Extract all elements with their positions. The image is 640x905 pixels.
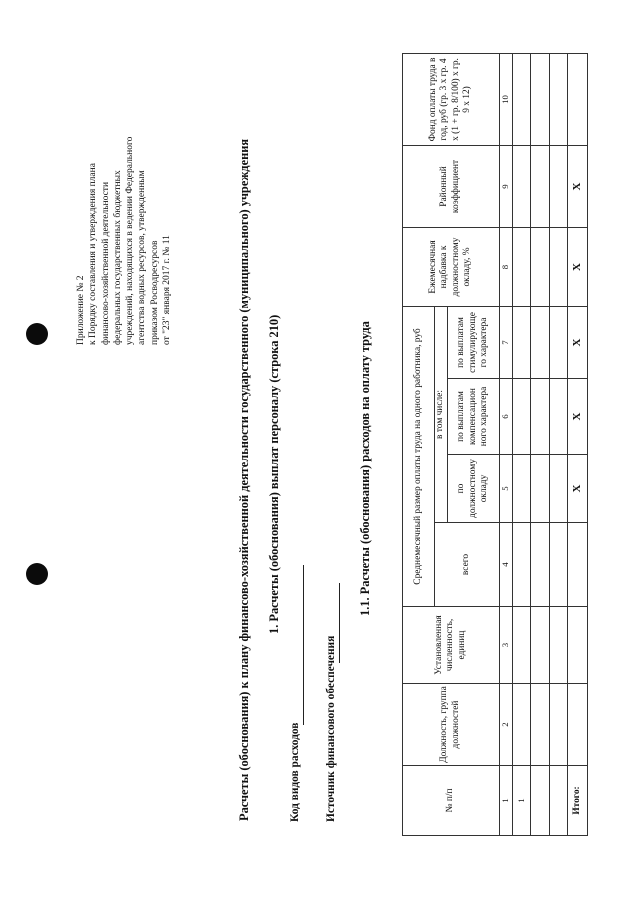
header-col3: Установленная численность, единиц [403, 607, 500, 684]
column-number: 7 [499, 306, 512, 378]
table-cell[interactable]: 1 [512, 766, 531, 836]
column-number: 9 [499, 145, 512, 227]
total-cell: X [568, 227, 588, 306]
table-cell[interactable] [531, 145, 550, 227]
table-cell[interactable] [531, 607, 550, 684]
table-cell[interactable] [549, 455, 568, 523]
column-number: 1 [499, 766, 512, 836]
header-avg-salary-group: Среднемесячный размер оплаты труда на одного работника, руб [403, 306, 435, 606]
appendix-line: финансово-хозяйственной деятельности [100, 181, 111, 345]
expense-code-label: Код видов расходов [289, 722, 301, 822]
appendix-note [75, 137, 173, 345]
funding-source-field[interactable] [339, 583, 340, 663]
section-heading: 1. Расчеты (обоснования) выплат персоналу (строка 210) [267, 314, 281, 634]
total-cell[interactable] [568, 607, 588, 684]
table-cell[interactable] [512, 145, 531, 227]
document-title: Расчеты (обоснования) к плану финансово-хозяйственной деятельности государственного (муниципального) учреждения [237, 138, 251, 821]
total-cell: X [568, 145, 588, 227]
appendix-line: агентства водных ресурсов, утвержденным [137, 170, 148, 345]
total-cell[interactable] [568, 684, 588, 766]
table-cell[interactable] [531, 523, 550, 607]
header-col1: № п/п [403, 766, 500, 836]
table-cell[interactable] [531, 227, 550, 306]
header-col4: всего [434, 523, 499, 607]
total-cell: X [568, 379, 588, 455]
column-number: 8 [499, 227, 512, 306]
appendix-line: учреждений, находящихся в ведении Федерального [125, 136, 136, 345]
column-number: 10 [499, 53, 512, 145]
table-cell[interactable] [512, 227, 531, 306]
table-cell[interactable] [531, 766, 550, 836]
header-col5: по должностному окладу [448, 455, 499, 523]
table-cell[interactable] [512, 523, 531, 607]
table-cell[interactable] [512, 455, 531, 523]
appendix-line: от "23" января 2017 г. № 11 [162, 235, 173, 345]
table-cell[interactable] [531, 455, 550, 523]
header-col6: по выплатам компенсацион ного характера [448, 379, 499, 455]
column-number: 5 [499, 455, 512, 523]
table-cell[interactable] [531, 306, 550, 378]
header-col10: Фонд оплаты труда в год, руб (гр. 3 х гр. 4 х (1 + гр. 8/100) х гр. 9 х 12) [403, 53, 500, 145]
table-cell[interactable] [549, 379, 568, 455]
table-cell[interactable] [549, 523, 568, 607]
total-cell: X [568, 455, 588, 523]
appendix-line: к Порядку составления и утверждения плана [88, 163, 99, 345]
column-number: 4 [499, 523, 512, 607]
expense-code-field[interactable] [303, 565, 304, 725]
table-cell[interactable] [512, 607, 531, 684]
header-col7: по выплатам стимулирующе го характера [448, 306, 499, 378]
header-col8: Ежемесячная надбавка к должностному окладу, % [403, 227, 500, 306]
column-number: 3 [499, 607, 512, 684]
table-cell[interactable] [512, 53, 531, 145]
header-col2: Должность, группа должностей [403, 684, 500, 766]
header-row [403, 53, 435, 835]
subsection-heading: 1.1. Расчеты (обоснования) расходов на оплату труда [358, 321, 372, 616]
table-cell[interactable] [512, 306, 531, 378]
appendix-line: федеральных государственных бюджетных [112, 170, 123, 345]
table-cell[interactable] [549, 53, 568, 145]
table-cell[interactable] [531, 379, 550, 455]
total-label: Итого: [568, 766, 588, 836]
table-cell[interactable] [531, 53, 550, 145]
column-number: 6 [499, 379, 512, 455]
total-cell[interactable] [568, 523, 588, 607]
table-row [531, 53, 550, 835]
total-cell: X [568, 306, 588, 378]
table-row [512, 53, 531, 835]
table-cell[interactable] [549, 766, 568, 836]
column-number-row [499, 53, 512, 835]
payroll-calculation-table [402, 53, 588, 836]
header-including: в том числе: [434, 306, 447, 522]
table-cell[interactable] [549, 607, 568, 684]
table-row [549, 53, 568, 835]
table-cell[interactable] [512, 684, 531, 766]
table-cell[interactable] [549, 145, 568, 227]
header-col9: Районный коэффициент [403, 145, 500, 227]
table-cell[interactable] [531, 684, 550, 766]
appendix-line: приказом Росводресурсов [149, 240, 160, 345]
total-row [568, 53, 588, 835]
table-cell[interactable] [549, 306, 568, 378]
table-cell[interactable] [549, 684, 568, 766]
table-cell[interactable] [549, 227, 568, 306]
column-number: 2 [499, 684, 512, 766]
total-cell[interactable] [568, 53, 588, 145]
funding-source-label: Источник финансового обеспечения [325, 635, 337, 822]
appendix-line: Приложение № 2 [76, 275, 86, 345]
table-cell[interactable] [512, 379, 531, 455]
